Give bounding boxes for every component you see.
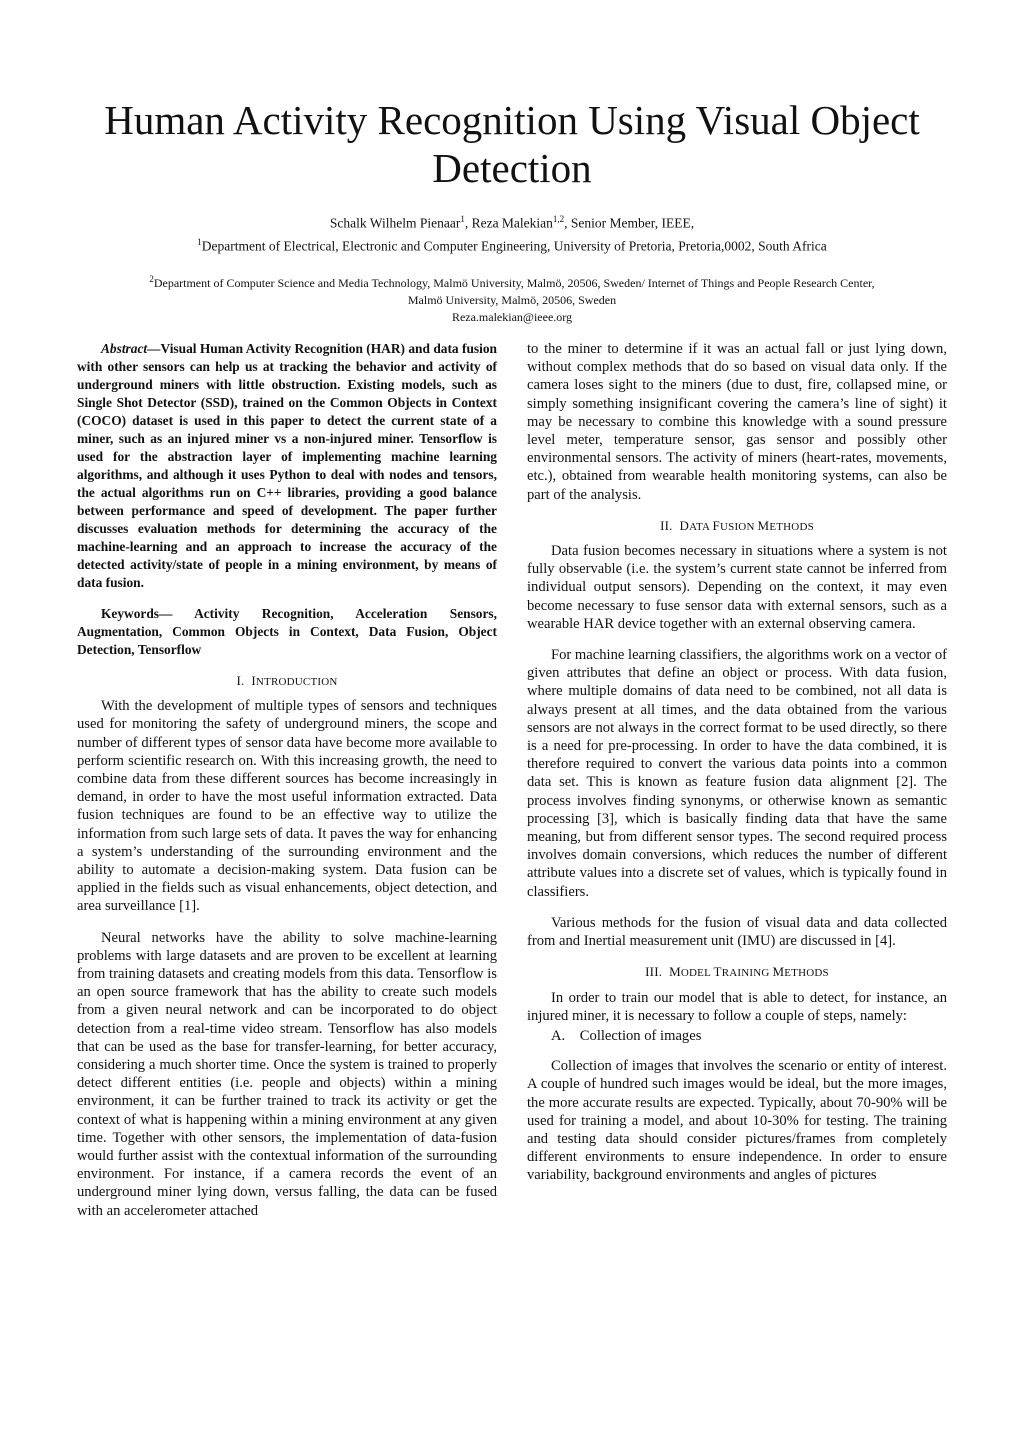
fusion-paragraph-3: Various methods for the fusion of visual data and data collected from and Inertial measurement unit (IMU) are discussed in [4].	[527, 914, 947, 950]
subsection-a-heading	[527, 1027, 947, 1045]
affiliation-2-line2: Malmö University, Malmö, 20506, Sweden	[407, 293, 617, 307]
section-1-title-first: I	[251, 673, 256, 688]
affiliation-2-sup: 2	[149, 274, 154, 284]
author-line	[40, 210, 984, 233]
intro-paragraph-1: With the development of multiple types of sensors and techniques used for monitoring the safety of underground miners, the scope and number of different types of sensor data have become more available to perform scientific research on. With this increasing growth, the need to combine data from these different sources has become increasingly in demand, in order to have the most useful information extracted. Data fusion techniques are found to be an effective way to utilize the information from such large sets of data. It paves the way for enhancing a system’s understanding of the surrounding environment and the ability to automate a decision-making system. Data fusion can be applied in the fields such as visual enhancements, object detection, and area surveillance [1].	[77, 698, 497, 915]
section-1-title-rest: NTRODUCTION	[255, 676, 338, 688]
section-3-title-part: ETHODS	[784, 967, 829, 980]
subsection-a-label: A.	[551, 1027, 566, 1044]
author-1-sup: 1	[460, 214, 465, 224]
section-3-number: III.	[645, 964, 663, 980]
author-sep: ,	[464, 215, 472, 231]
left-column	[77, 340, 497, 1233]
abstract-lead: Abstract—	[101, 341, 161, 356]
author-email: Reza.malekian@ieee.org	[451, 310, 573, 324]
section-1-heading	[77, 672, 497, 691]
training-paragraph-2: Collection of images that involves the scenario or entity of interest. A couple of hundred such images would be ideal, but the more images, the more accurate results are expected. Typically, about 70-90% will be used for training a model, and about 10-30% for testing. The training and testing data should consider pictures/frames from completely different environments to ensure independence. In order to ensure variability, background environments and angles of pictures	[527, 1058, 947, 1184]
subsection-a-title: Collection of images	[579, 1027, 702, 1044]
affiliation-2-line1: Department of Computer Science and Media Technology, Malmö University, Malmö, 20506, Sweden/ Internet of Things and People Research Center,	[153, 276, 875, 290]
keywords-lead: Keywords—	[101, 606, 173, 621]
keywords-text: Activity Recognition, Acceleration Sensors, Augmentation, Common Objects in Context, Data Fusion, Object Detection, Tensorflow	[77, 606, 497, 657]
section-3-heading	[527, 963, 947, 982]
affiliation-1-sup: 1	[197, 236, 202, 247]
section-2-title-part: D	[679, 517, 690, 533]
fusion-paragraph-2: For machine learning classifiers, the algorithms work on a vector of given attributes that define an object or process. With data fusion, where multiple domains of data need to be combined, not all data is always present at all times, and the data obtained from the various sensors are not always in the correct format to be used directly, so there is a need for pre-processing. In order to have the data combined, it is therefore required to convert the various data points into a common data set. This is known as feature fusion data alignment [2]. The process involves finding synonyms, or otherwise known as semantic processing [3], which is basically finding data that have the same meaning, but from different sensor types. The second required process involves domain conversions, which reduces the number of different attribute values into a discrete set of values, which is typically found in classifiers.	[527, 647, 947, 900]
abstract-text: Visual Human Activity Recognition (HAR) and data fusion with other sensors can help us at tracking the behavior and activity of underground miners with little obstruction. Existing models, such as Single Shot Detector (SSD), trained on the Common Objects in Context (COCO) dataset is used in this paper to detect the current state of a miner, such as an injured miner vs a non-injured miner. Tensorflow is used for the abstraction layer of implementing machine learning algorithms, and although it uses Python to deal with nodes and tensors, the actual algorithms run on C++ libraries, providing a good balance between performance and speed of development. The paper further discusses evaluation methods for determining the accuracy of the machine-learning and an approach to increase the accuracy of the detected activity/state of people in a mining environment, by means of data fusion.	[77, 341, 497, 590]
section-3-title-part: M	[772, 964, 785, 980]
author-1: Schalk Wilhelm Pienaar	[329, 215, 461, 231]
author-membership: , Senior Member, IEEE,	[564, 215, 695, 231]
section-3-title-part: M	[669, 964, 681, 980]
author-2-sup: 1,2	[552, 214, 565, 224]
intro-paragraph-2: Neural networks have the ability to solve machine-learning problems with large datasets and are proven to be excellent at learning from training datasets and creating models from this data. Tensorflow is an open source framework that has the ability to create such models from a given neural network and can be incorporated to do object detection from a real-time video stream. Tensorflow has also models that can be used as the base for transfer-learning, for better accuracy, considering a much shorter time. Once the system is trained to properly detect different entities (i.e. people and objects) within a mining environment, it can be further trained to track its activity or get the context of what is happening within a mining environment at any given time. Together with other sensors, the implementation of data-fusion would further assist with the contextual information of the surrounding environment. For instance, if a camera records the event of an underground miner lying down, versus falling, the data can be fused with an accelerometer attached	[77, 929, 497, 1219]
section-2-title-part: USION	[719, 520, 758, 533]
training-paragraph-1: In order to train our model that is able to detect, for instance, an injured miner, it is necessary to follow a couple of steps, namely:	[527, 989, 947, 1024]
section-2-title-part: ATA	[689, 520, 713, 533]
author-block	[40, 210, 984, 255]
author-2: Reza Malekian	[471, 215, 553, 231]
section-1-number: I.	[236, 673, 245, 688]
section-2-title-part: ETHODS	[769, 520, 814, 533]
right-column	[527, 340, 947, 1198]
section-3-title-part: ODEL	[680, 967, 714, 980]
affiliation-1-text: Department of Electrical, Electronic and Computer Engineering, University of Pretoria, Pretoria,0002, South Africa	[201, 238, 827, 253]
affiliation-2	[40, 271, 984, 326]
intro-paragraph-2-continued: to the miner to determine if it was an actual fall or just lying down, without complex methods that do so based on visual data only. If the camera loses sight to the miners (due to dust, fire, collapsed mine, or simply something insignificant covering the camera’s line of sight) it may be necessary to combine this knowledge with a sound pressure level meter, temperature sensor, gas sensor and possibly other environmental sensors. The activity of miners (heart-rates, movements, etc.), obtained from wearable health monitoring systems, can also be part of the analysis.	[527, 341, 947, 503]
section-2-title-part: M	[757, 517, 770, 533]
section-2-title-part: F	[712, 517, 720, 533]
section-3-title-part: T	[713, 964, 722, 980]
keywords	[77, 605, 497, 659]
section-2-heading	[527, 517, 947, 536]
affiliation-1	[40, 233, 984, 256]
section-3-title-part: RAINING	[721, 967, 773, 980]
paper-title: Human Activity Recognition Using Visual Object Detection	[104, 97, 920, 191]
abstract	[77, 340, 497, 592]
fusion-paragraph-1: Data fusion becomes necessary in situations where a system is not fully observable (i.e. the system’s current state cannot be inferred from individual output sensors). Depending on the context, it may even become necessary to fuse sensor data with external sensors, such as a wearable HAR device together with an external observing camera.	[527, 543, 947, 632]
section-2-number: II.	[660, 517, 673, 533]
